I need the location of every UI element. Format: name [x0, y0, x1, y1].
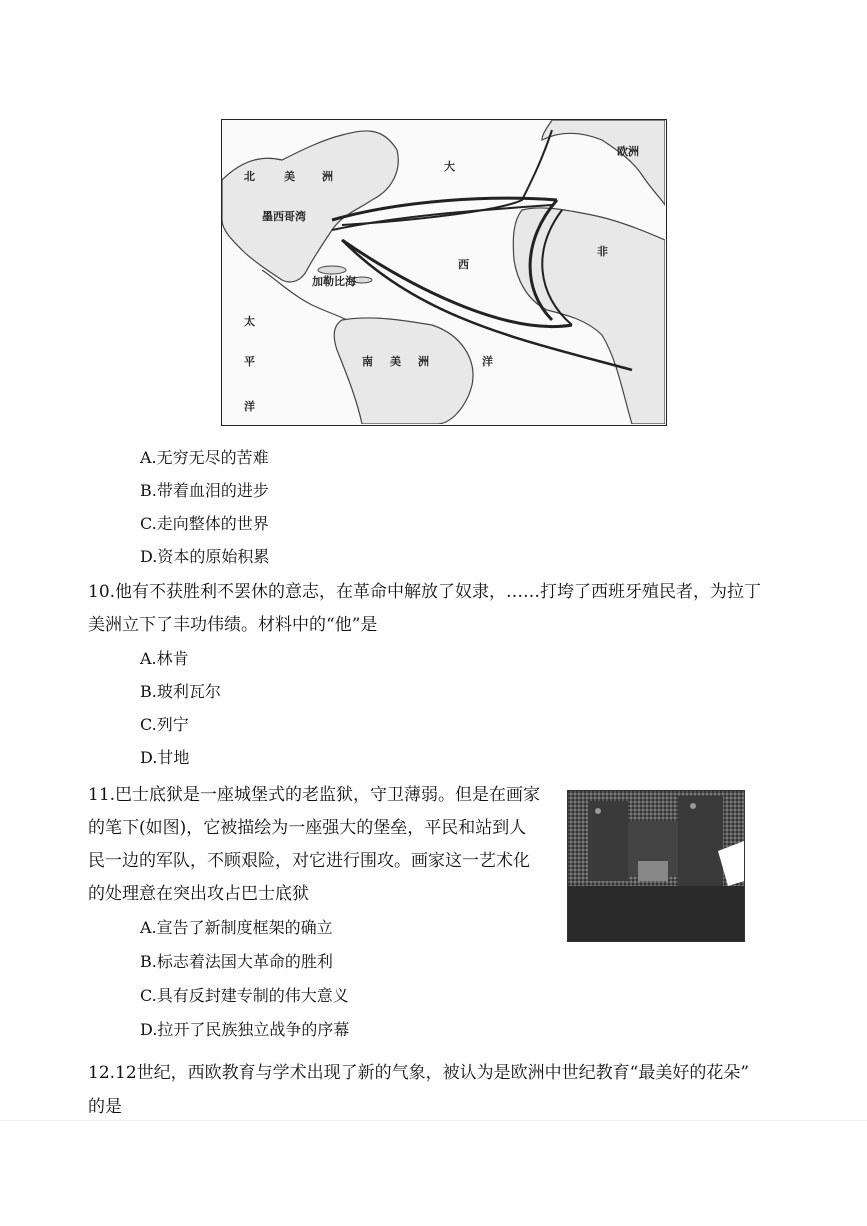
- q9-option-d: D.资本的原始积累: [140, 547, 270, 566]
- q9-option-b: B.带着血泪的进步: [140, 481, 269, 500]
- map-label-yang-atlantic: 洋: [482, 355, 493, 368]
- map-label-africa: 非: [597, 245, 608, 258]
- q10-option-d: D.甘地: [140, 748, 190, 767]
- map-label-yang-pacific: 洋: [244, 400, 255, 413]
- q11-stem-line1: 11.巴士底狱是一座城堡式的老监狱，守卫薄弱。但是在画家: [88, 785, 541, 805]
- q10-option-c: C.列宁: [140, 715, 189, 734]
- q11-option-d: D.拉开了民族独立战争的序幕: [140, 1020, 350, 1039]
- q11-option-c: C.具有反封建专制的伟大意义: [140, 986, 349, 1005]
- map-label-america-s: 美: [390, 355, 401, 368]
- q11-option-b: B.标志着法国大革命的胜利: [140, 952, 333, 971]
- map-label-gulf-of-mexico: 墨西哥湾: [262, 210, 306, 223]
- q10-stem-line2: 美洲立下了丰功伟绩。材料中的“他”是: [88, 615, 378, 635]
- q12-stem-line1: 12.12世纪，西欧教育与学术出现了新的气象，被认为是欧洲中世纪教育“最美好的花朵”: [88, 1063, 750, 1083]
- q11-option-a: A.宣告了新制度框架的确立: [140, 918, 333, 937]
- map-illustration: [222, 120, 665, 424]
- q11-stem-line3: 民一边的军队，不顾艰险，对它进行围攻。画家这一艺术化: [88, 851, 530, 871]
- map-label-north: 北: [244, 170, 255, 183]
- q9-option-a: A.无穷无尽的苦难: [140, 448, 269, 467]
- map-label-caribbean-sea: 加勒比海: [312, 275, 356, 288]
- map-label-america: 美: [284, 170, 295, 183]
- q11-stem-line4: 的处理意在突出攻占巴士底狱: [88, 884, 309, 904]
- map-label-continent-na: 洲: [322, 170, 333, 183]
- bastille-painting: [567, 790, 745, 942]
- map-label-continent-sa: 洲: [418, 355, 429, 368]
- q10-stem-line1: 10.他有不获胜利不罢休的意志，在革命中解放了奴隶，……打垮了西班牙殖民者，为拉丁: [88, 582, 762, 602]
- q12-stem-line2: 的是: [88, 1097, 122, 1117]
- map-label-south: 南: [362, 355, 373, 368]
- triangular-trade-map: [221, 119, 667, 426]
- q10-option-a: A.林肯: [140, 649, 189, 668]
- map-label-tai: 太: [244, 315, 255, 328]
- map-label-xi: 西: [458, 258, 469, 271]
- map-label-europe: 欧洲: [617, 145, 639, 158]
- q11-stem-line2: 的笔下(如图)，它被描绘为一座强大的堡垒，平民和站到人: [88, 818, 527, 838]
- map-label-da: 大: [444, 160, 455, 173]
- map-label-ping: 平: [244, 355, 255, 368]
- page-divider: [0, 1120, 867, 1121]
- q10-option-b: B.玻利瓦尔: [140, 682, 221, 701]
- q9-option-c: C.走向整体的世界: [140, 514, 269, 533]
